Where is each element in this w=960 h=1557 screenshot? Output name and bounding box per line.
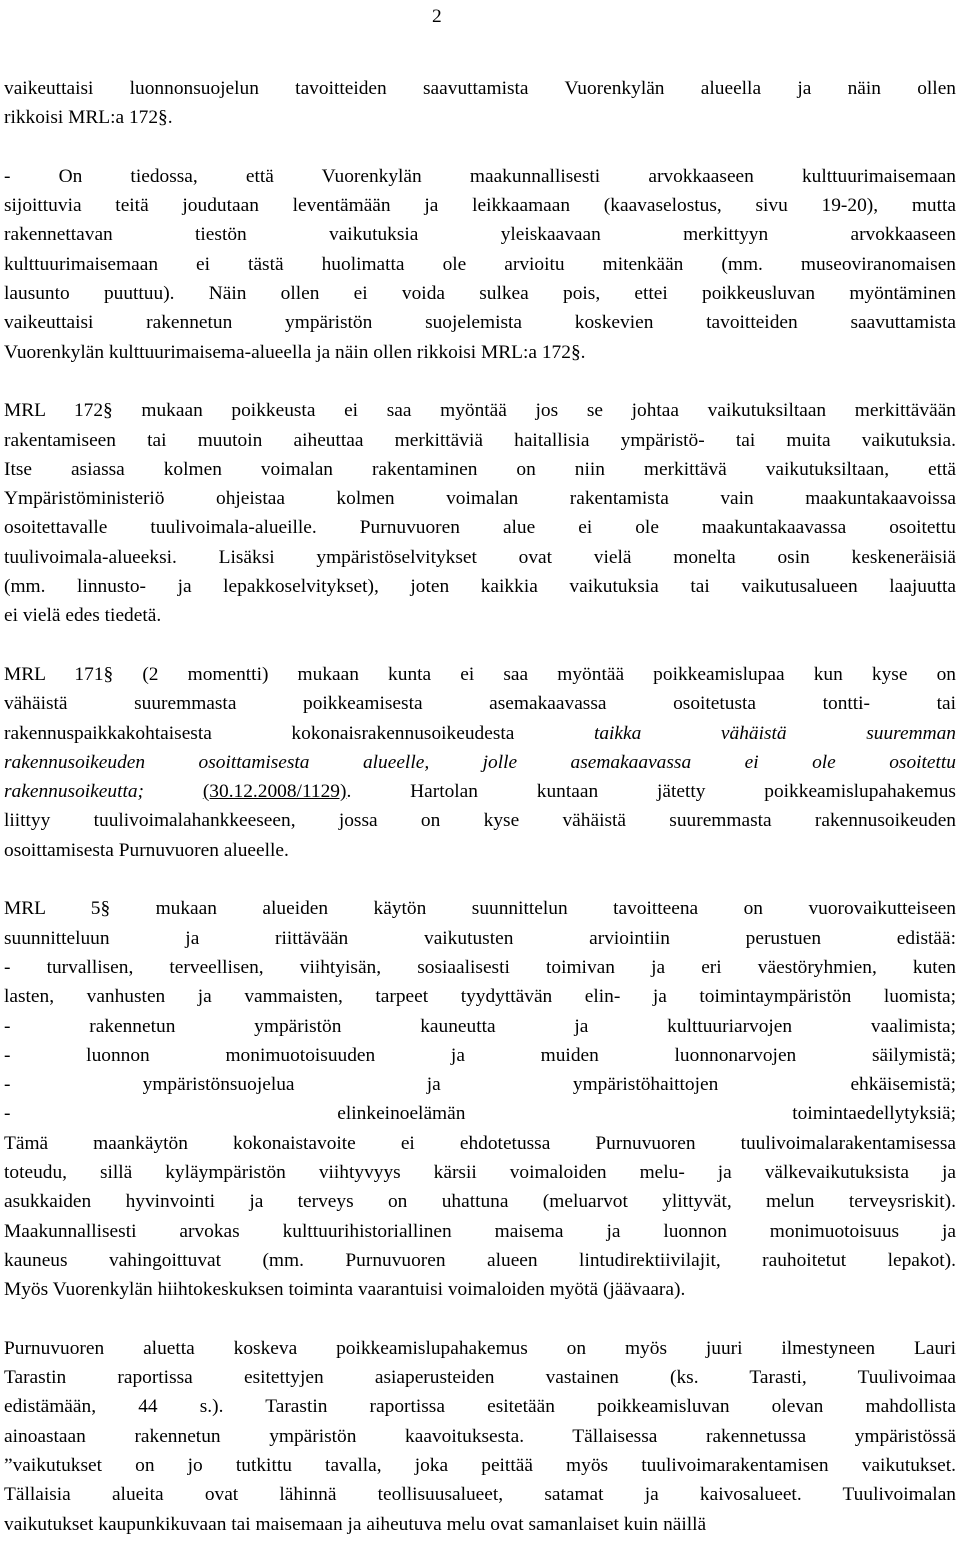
text-line: kulttuurimaisemaan ei tästä huolimatta ole arvioitu mitenkään (mm. museoviranomaisen — [4, 253, 956, 275]
paragraph — [4, 396, 956, 630]
text-line: Myös Vuorenkylän hiihtokeskuksen toiminta vaarantuisi voimaloiden myötä (jäävaara). — [4, 1279, 686, 1301]
text-line: ei vielä edes tiedetä. — [4, 605, 162, 627]
text-line: vähäistä suuremmasta poikkeamisesta asemakaavassa osoitetusta tontti- tai — [4, 693, 956, 715]
paragraph — [4, 660, 956, 865]
text-line: tuulivoimala-alueeksi. Lisäksi ympäristöselvitykset ovat vielä monelta osin keskeneräisiä — [4, 546, 956, 568]
text-line: rikkoisi MRL:a 172§. — [4, 107, 173, 129]
page-number: 2 — [432, 6, 442, 27]
text-line: toteudu, sillä kyläympäristön viihtyvyys kärsii voimaloiden melu- ja välkevaikutuksista ja — [4, 1161, 956, 1183]
text-line: Tämä maankäytön kokonaistavoite ei ehdotetussa Purnuvuoren tuulivoimalarakentamisessa — [4, 1132, 956, 1154]
text-line: ”vaikutukset on jo tutkittu tavalla, joka peittää myös tuulivoimarakentamisen vaikutukset. — [4, 1454, 956, 1476]
text-line: - ympäristönsuojelua ja ympäristöhaittojen ehkäisemistä; — [4, 1074, 956, 1096]
text-line: liittyy tuulivoimalahankkeeseen, jossa on kyse vähäistä suuremmasta rakennusoikeuden — [4, 810, 956, 832]
text-line: sijoittuvia teitä joudutaan leventämään ja leikkaamaan (kaavaselostus, sivu 19-20), mutta — [4, 195, 956, 217]
text-line: lasten, vanhusten ja vammaisten, tarpeet tyydyttävän elin- ja toimintaympäristön luomista; — [4, 986, 956, 1008]
text-line: Maakunnallisesti arvokas kulttuurihistoriallinen maisema ja luonnon monimuotoisuus ja — [4, 1220, 956, 1242]
text-line: Ympäristöministeriö ohjeistaa kolmen voimalan rakentamista vain maakuntakaavoissa — [4, 488, 956, 510]
text-line: Vuorenkylän kulttuurimaisema-alueella ja näin ollen rikkoisi MRL:a 172§. — [4, 341, 586, 363]
text-line: Itse asiassa kolmen voimalan rakentaminen on niin merkittävä vaikutuksiltaan, että — [4, 458, 956, 480]
text-line: osoittamisesta Purnuvuoren alueelle. — [4, 839, 289, 861]
paragraph — [4, 162, 956, 367]
text-line: rakennettavan tiestön vaikutuksia yleiskaavaan merkittyyn arvokkaaseen — [4, 224, 956, 246]
text-line: vaikeuttaisi rakennetun ympäristön suojelemista koskevien tavoitteiden saavuttamista — [4, 312, 956, 334]
text-line: rakennuspaikkakohtaisesta kokonaisrakennusoikeudesta taikka vähäistä suuremman — [4, 722, 956, 744]
text-line: MRL 172§ mukaan poikkeusta ei saa myöntää jos se johtaa vaikutuksiltaan merkittävään — [4, 400, 956, 422]
text-line: - elinkeinoelämän toimintaedellytyksiä; — [4, 1103, 956, 1125]
text-line: vaikutukset kaupunkikuvaan tai maisemaan ja aiheutuva melu ovat samanlaiset kuin näillä — [4, 1513, 707, 1535]
text-line: - rakennetun ympäristön kauneutta ja kulttuuriarvojen vaalimista; — [4, 1015, 956, 1037]
text-line: (mm. linnusto- ja lepakkoselvitykset), joten kaikkia vaikutuksia tai vaikutusalueen laajuutta — [4, 576, 956, 598]
text-line: osoitettavalle tuulivoimala-alueille. Purnuvuoren alue ei ole maakuntakaavassa osoitettu — [4, 517, 956, 539]
document-body — [4, 74, 956, 1539]
text-line: MRL 171§ (2 momentti) mukaan kunta ei saa myöntää poikkeamislupaa kun kyse on — [4, 663, 956, 685]
text-line: asukkaiden hyvinvointi ja terveys on uhattuna (meluarvot ylittyvät, melun terveysriskit). — [4, 1191, 956, 1213]
text-line: rakennusoikeuden osoittamisesta alueelle, jolle asemakaavassa ei ole osoitettu — [4, 751, 956, 773]
text-line: - On tiedossa, että Vuorenkylän maakunnallisesti arvokkaaseen kulttuurimaisemaan — [4, 165, 956, 187]
text-line: vaikeuttaisi luonnonsuojelun tavoitteiden saavuttamista Vuorenkylän alueella ja näin ollen — [4, 78, 956, 99]
text-line: suunnitteluun ja riittävään vaikutusten arviointiin perustuen edistää: — [4, 927, 956, 949]
text-line: - luonnon monimuotoisuuden ja muiden luonnonarvojen säilymistä; — [4, 1044, 956, 1066]
text-line: lausunto puuttuu). Näin ollen ei voida sulkea pois, ettei poikkeusluvan myöntäminen — [4, 283, 956, 305]
text-line: rakennusoikeutta; (30.12.2008/1129). Hartolan kuntaan jätetty poikkeamislupahakemus — [4, 781, 956, 803]
text-line: Purnuvuoren aluetta koskeva poikkeamislupahakemus on myös juuri ilmestyneen Lauri — [4, 1337, 956, 1359]
text-line: kauneus vahingoittuvat (mm. Purnuvuoren alueen lintudirektiivilajit, rauhoitetut lepakot). — [4, 1249, 956, 1271]
text-line: edistämään, 44 s.). Tarastin raportissa esitetään poikkeamisluvan olevan mahdollista — [4, 1396, 956, 1418]
paragraph — [4, 1334, 956, 1539]
text-line: Tarastin raportissa esitettyjen asiaperusteiden vastainen (ks. Tarasti, Tuulivoimaa — [4, 1367, 956, 1389]
text-line: rakentamiseen tai muutoin aiheuttaa merkittäviä haitallisia ympäristö- tai muita vaikutuksia. — [4, 429, 956, 451]
text-line: - turvallisen, terveellisen, viihtyisän, sosiaalisesti toimivan ja eri väestöryhmien, kuten — [4, 956, 956, 978]
text-line: Tällaisia alueita ovat lähinnä teollisuusalueet, satamat ja kaivosalueet. Tuulivoimalan — [4, 1484, 956, 1506]
text-line: ainoastaan rakennetun ympäristön kaavoituksesta. Tällaisessa rakennetussa ympäristössä — [4, 1425, 956, 1447]
text-line: MRL 5§ mukaan alueiden käytön suunnittelun tavoitteena on vuorovaikutteiseen — [4, 898, 956, 920]
paragraph — [4, 74, 956, 133]
paragraph — [4, 894, 956, 1304]
